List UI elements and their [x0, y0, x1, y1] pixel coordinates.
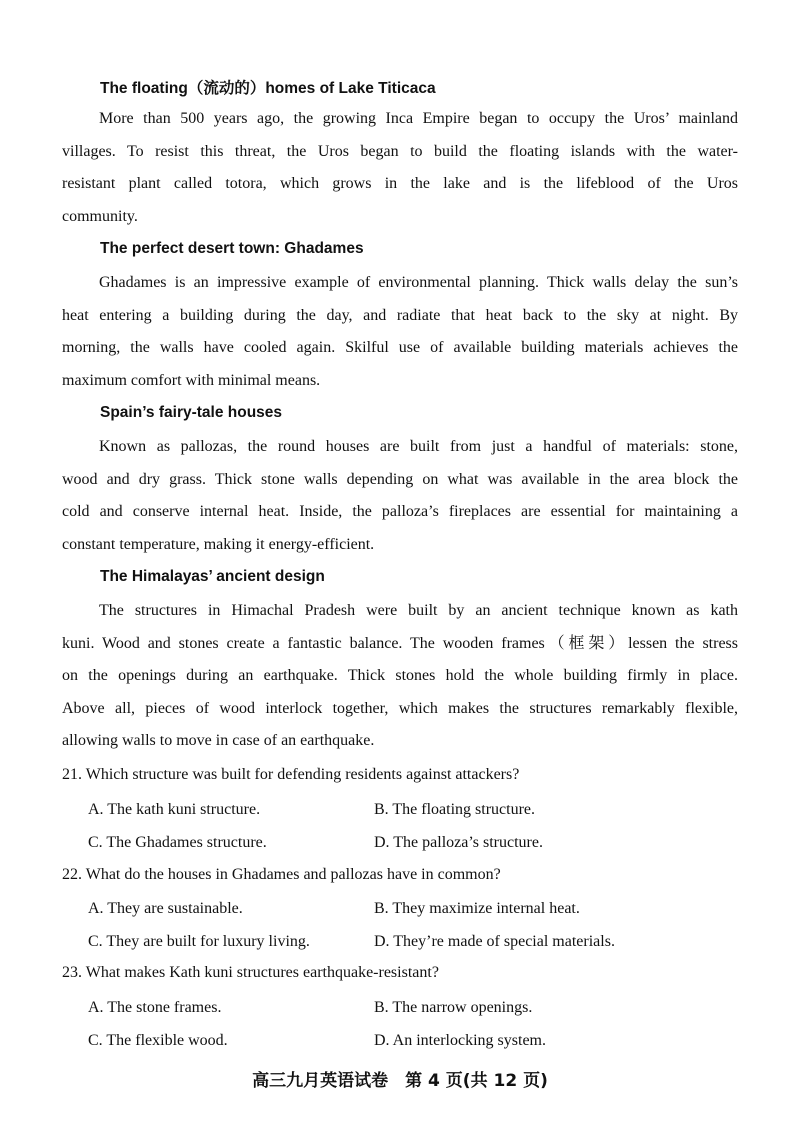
- section-heading-himalayas: The Himalayas’ ancient design: [100, 568, 325, 585]
- question-21-stem: 21. Which structure was built for defending residents against attackers?: [62, 766, 520, 783]
- paragraph-line: constant temperature, making it energy-efficient.: [62, 535, 375, 553]
- section-heading-pallozas: Spain’s fairy-tale houses: [100, 404, 283, 421]
- question-23-option-a[interactable]: A. The stone frames.: [88, 999, 222, 1016]
- paragraph-line: villages. To resist this threat, the Uros began to build the floating islands with the water-: [62, 142, 738, 160]
- question-23-option-b[interactable]: B. The narrow openings.: [374, 999, 533, 1016]
- paragraph-line: wood and dry grass. Thick stone walls depending on what was available in the area block the: [62, 470, 738, 488]
- paragraph-line: heat entering a building during the day, and radiate that heat back to the sky at night. By: [62, 306, 738, 324]
- paragraph-line: resistant plant called totora, which grows in the lake and is the lifeblood of the Uros: [62, 175, 738, 192]
- question-22-option-c[interactable]: C. They are built for luxury living.: [88, 933, 310, 950]
- paragraph-himalayas: [62, 595, 738, 758]
- paragraph-line: Ghadames is an impressive example of environmental planning. Thick walls delay the sun’s: [99, 274, 738, 291]
- section-heading-titicaca: The floating（流动的）homes of Lake Titicaca: [100, 80, 436, 97]
- paragraph-line: kuni. Wood and stones create a fantastic balance. The wooden frames（框架）lessen the stress: [62, 634, 738, 652]
- paragraph-line: on the openings during an earthquake. Thick stones hold the whole building firmly in place.: [62, 667, 738, 684]
- section-heading-ghadames: The perfect desert town: Ghadames: [100, 240, 364, 257]
- paragraph-line: cold and conserve internal heat. Inside, the palloza’s fireplaces are essential for maintaining a: [62, 503, 738, 520]
- question-22-option-d[interactable]: D. They’re made of special materials.: [374, 933, 615, 950]
- question-23-option-c[interactable]: C. The flexible wood.: [88, 1032, 228, 1049]
- paragraph-pallozas: [62, 431, 738, 561]
- page-footer: 高三九月英语试卷 第 4 页(共 12 页): [252, 1071, 548, 1091]
- paragraph-line: The structures in Himachal Pradesh were built by an ancient technique known as kath: [99, 602, 738, 619]
- paragraph-ghadames: [62, 267, 738, 397]
- question-23-option-d[interactable]: D. An interlocking system.: [374, 1032, 546, 1049]
- paragraph-line: morning, the walls have cooled again. Skilful use of available building materials achieves the: [62, 339, 738, 356]
- paragraph-titicaca: [62, 103, 738, 233]
- paragraph-line: Known as pallozas, the round houses are built from just a handful of materials: stone,: [99, 438, 738, 455]
- question-21-option-a[interactable]: A. The kath kuni structure.: [88, 801, 261, 818]
- paragraph-line: allowing walls to move in case of an earthquake.: [62, 732, 375, 749]
- question-21-option-b[interactable]: B. The floating structure.: [374, 801, 535, 818]
- question-22-option-a[interactable]: A. They are sustainable.: [88, 900, 243, 917]
- paragraph-line: maximum comfort with minimal means.: [62, 371, 321, 389]
- paragraph-line: Above all, pieces of wood interlock together, which makes the structures remarkably flexible,: [62, 699, 738, 717]
- question-22-stem: 22. What do the houses in Ghadames and pallozas have in common?: [62, 866, 501, 883]
- paragraph-line: More than 500 years ago, the growing Inca Empire began to occupy the Uros’ mainland: [99, 110, 738, 127]
- paragraph-line: community.: [62, 207, 138, 225]
- question-21-option-d[interactable]: D. The palloza’s structure.: [374, 834, 543, 851]
- question-22-option-b[interactable]: B. They maximize internal heat.: [374, 900, 580, 917]
- question-23-stem: 23. What makes Kath kuni structures earthquake-resistant?: [62, 964, 439, 981]
- question-21-option-c[interactable]: C. The Ghadames structure.: [88, 834, 267, 851]
